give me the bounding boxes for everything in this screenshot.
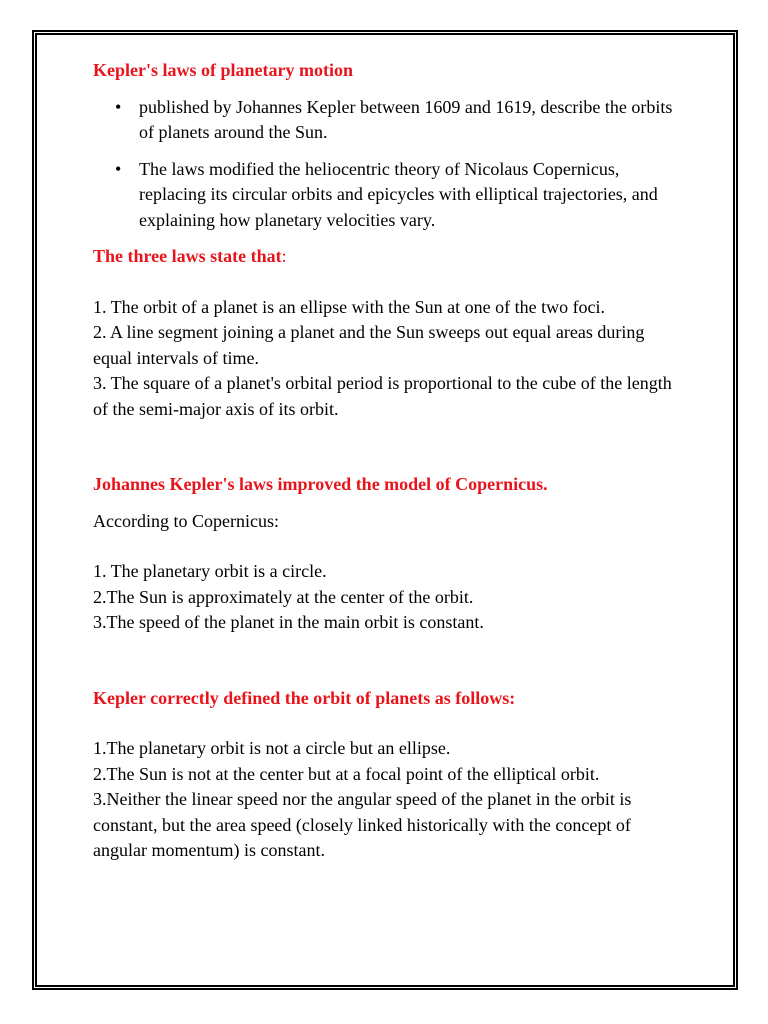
law-2: 2. A line segment joining a planet and the Sun sweeps out equal areas during equal intervals of time. — [93, 322, 645, 368]
section-heading-kepler-defined: Kepler correctly defined the orbit of planets as follows: — [93, 687, 516, 708]
kepler-point-2: 2.The Sun is not at the center but at a focal point of the elliptical orbit. — [93, 763, 600, 784]
section-heading-three-laws — [93, 244, 683, 270]
kepler-point-1: 1.The planetary orbit is not a circle but an ellipse. — [93, 738, 451, 758]
document-body — [93, 58, 683, 864]
copernicus-intro: According to Copernicus: — [93, 510, 279, 531]
section-heading-improved-model: Johannes Kepler's laws improved the model of Copernicus. — [93, 474, 548, 494]
three-laws-colon: : — [281, 246, 287, 266]
law-3: 3. The square of a planet's orbital period is proportional to the cube of the length of the semi-major axis of its orbit. — [93, 373, 672, 419]
law-1: 1. The orbit of a planet is an ellipse with the Sun at one of the two foci. — [93, 296, 606, 317]
copernicus-point-1: 1. The planetary orbit is a circle. — [93, 561, 327, 581]
intro-bullet-list — [93, 95, 683, 234]
copernicus-point-2: 2.The Sun is approximately at the center of the orbit. — [93, 586, 474, 607]
list-item — [93, 157, 683, 234]
list-item — [93, 95, 683, 146]
three-laws-title: The three laws state that — [93, 246, 282, 266]
bullet-text: The laws modified the heliocentric theory of Nicolaus Copernicus, replacing its circular orbits and epicycles with elliptical trajectories, and explaining how planetary velocities vary. — [139, 158, 658, 230]
bullet-text: published by Johannes Kepler between 1609 and 1619, describe the orbits of planets around the Sun. — [139, 96, 673, 142]
copernicus-point-3: 3.The speed of the planet in the main orbit is constant. — [93, 612, 484, 632]
kepler-point-3: 3.Neither the linear speed nor the angular speed of the planet in the orbit is constant, but the area speed (closely linked historically with the concept of angular momentum) is constant. — [93, 789, 632, 860]
section-heading-kepler-laws: Kepler's laws of planetary motion — [93, 60, 353, 80]
bullet-icon: • — [115, 96, 122, 117]
bullet-icon: • — [115, 158, 122, 179]
